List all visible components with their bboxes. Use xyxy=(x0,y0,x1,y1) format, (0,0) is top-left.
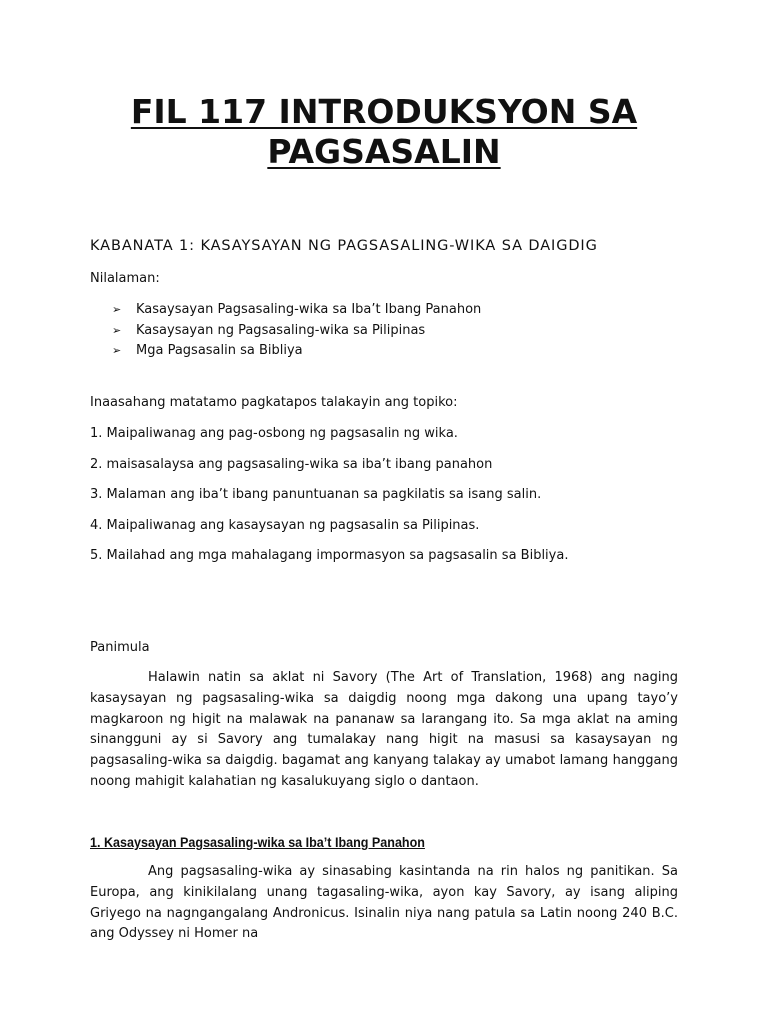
objectives-list xyxy=(90,424,568,577)
contents-list xyxy=(112,300,481,362)
list-item-text: Kasaysayan ng Pagsasaling-wika sa Pilipinas xyxy=(136,322,426,338)
list-item xyxy=(112,300,481,321)
list-item xyxy=(112,321,481,342)
list-item-text: Kasaysayan Pagsasaling-wika sa Iba’t Ibang Panahon xyxy=(136,302,482,317)
section-paragraph: Ang pagsasaling-wika ay sinasabing kasintanda na rin halos ng panitikan. Sa Europa, ang kinikilalang unang tagasaling-wika, ayon kay Savory, ay isang aliping Griyego na nagngangalang Andronicus. Isinalin niya nang patula sa Latin noong 240 B.C. ang Odyssey ni Homer na xyxy=(90,864,678,942)
document-title: FIL 117 INTRODUKSYON SA PAGSASALIN xyxy=(130,92,638,171)
list-item: 1. Maipaliwanag ang pag-osbong ng pagsasalin ng wika. xyxy=(90,426,458,441)
contents-label: Nilalaman: xyxy=(90,271,160,286)
list-item: 2. maisasalaysa ang pagsasaling-wika sa iba’t ibang panahon xyxy=(90,456,493,472)
intro-paragraph: Halawin natin sa aklat ni Savory (The Art of Translation, 1968) ang naging kasaysayan ng pagsasaling-wika sa daigdig noong mga dakong una upang tayo’y magkaroon ng higit na malawak na pananaw sa larangang ito. Sa mga aklat na aming sinangguni ay si Savory ang tumalakay nang higit na masusi sa kasaysayan ng pagsasaling-wika sa daigdig. bagamat ang kanyang talakay ay umabot lamang hanggang noong mahigit kalahatian ng kasalukuyang siglo o dantaon. xyxy=(90,670,678,789)
list-item xyxy=(112,341,481,362)
arrowhead-bullet-icon: ➢ xyxy=(112,303,122,316)
intro-heading: Panimula xyxy=(90,640,150,655)
arrowhead-bullet-icon: ➢ xyxy=(112,323,122,337)
list-item: 4. Maipaliwanag ang kasaysayan ng pagsasalin sa Pilipinas. xyxy=(90,517,480,533)
objectives-intro: Inaasahang matatamo pagkatapos talakayin ang topiko: xyxy=(90,395,458,410)
list-item: 3. Malaman ang iba’t ibang panuntuanan sa pagkilatis sa isang salin. xyxy=(90,487,542,502)
chapter-heading: KABANATA 1: KASAYSAYAN NG PAGSASALING-WIKA SA DAIGDIG xyxy=(90,238,598,254)
section-heading: 1. Kasaysayan Pagsasaling-wika sa Iba’t Ibang Panahon xyxy=(90,835,425,850)
list-item-text: Mga Pagsasalin sa Bibliya xyxy=(136,343,303,358)
list-item: 5. Mailahad ang mga mahalagang impormasyon sa pagsasalin sa Bibliya. xyxy=(90,548,569,563)
arrowhead-bullet-icon: ➢ xyxy=(112,344,122,357)
